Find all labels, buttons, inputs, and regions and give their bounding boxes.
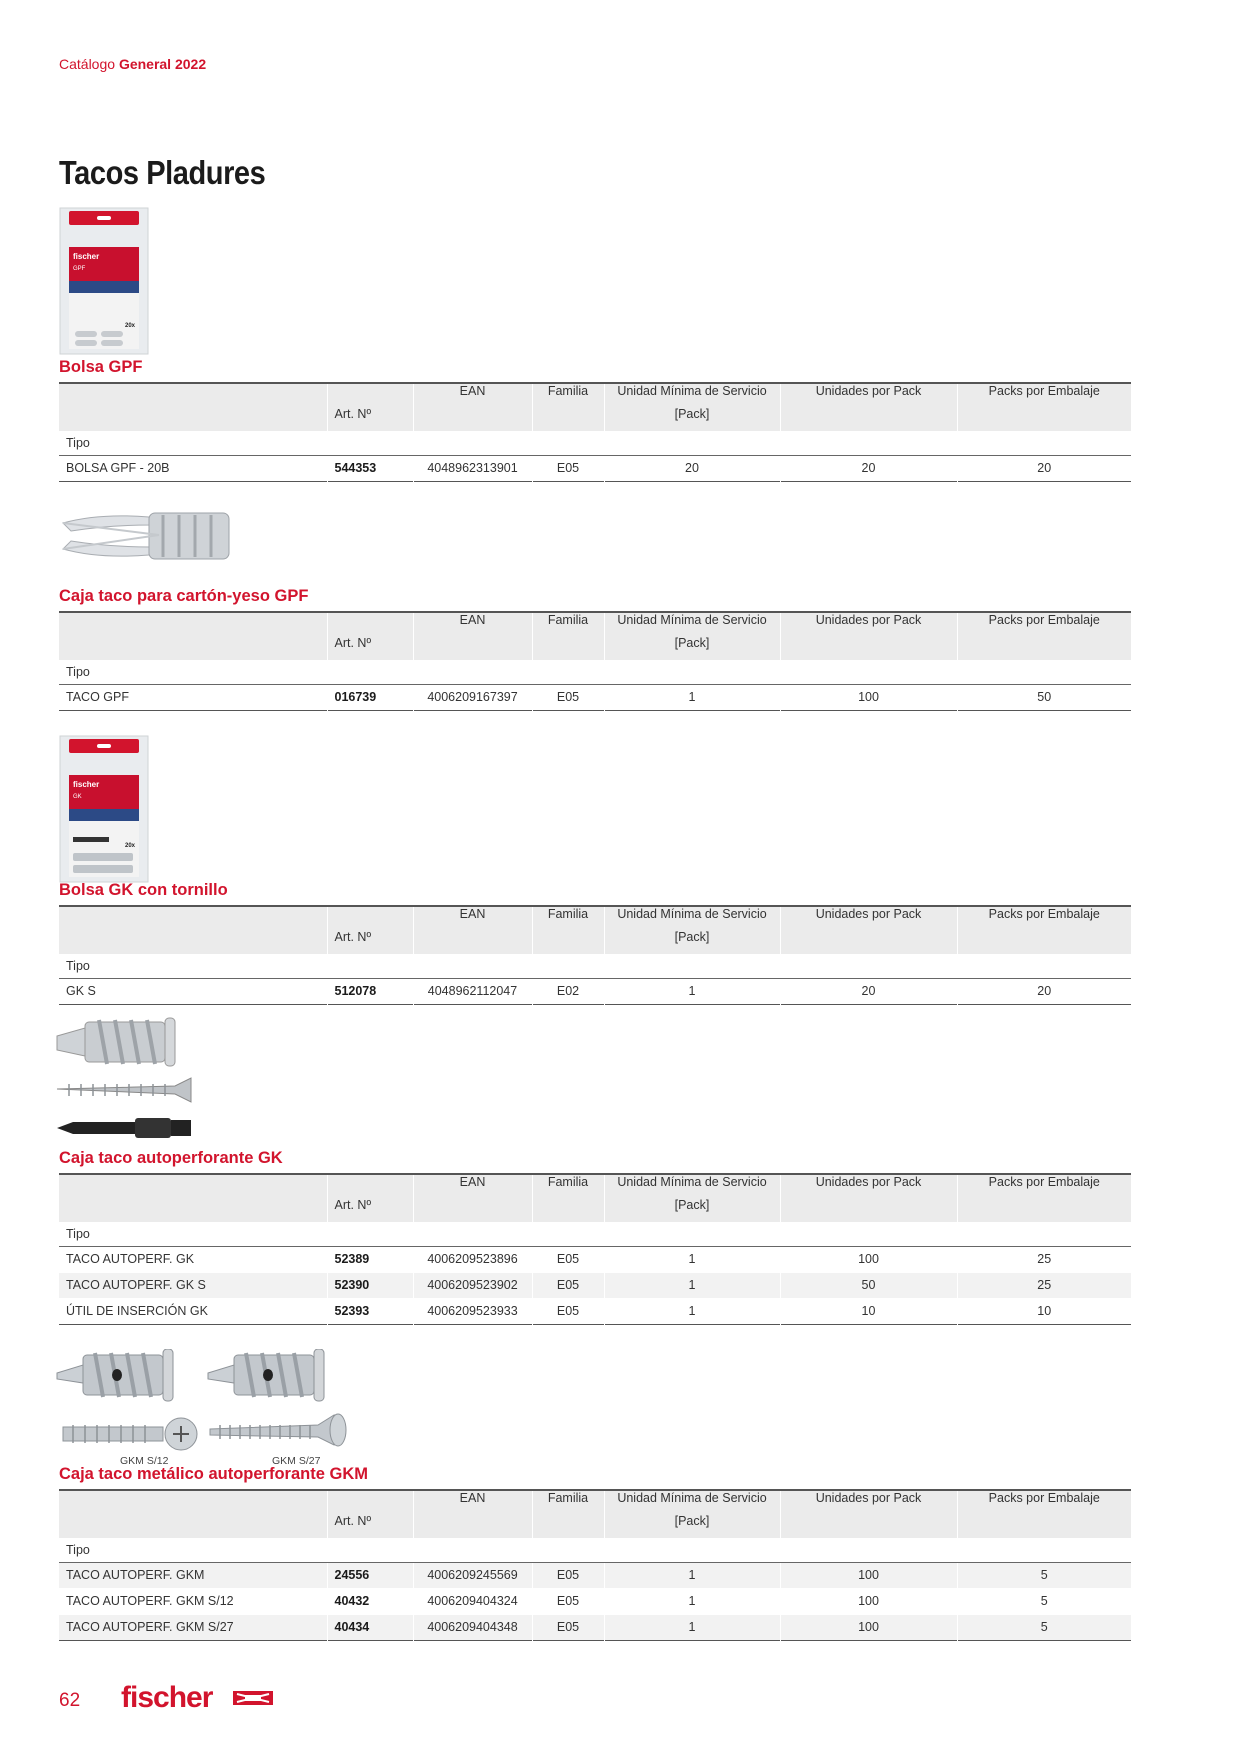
cell-packs-embalaje: 20 (957, 455, 1131, 481)
section-title: Caja taco autoperforante GK (59, 1149, 283, 1167)
gkm-s12-caption: GKM S/12 (120, 1455, 169, 1467)
cell-familia: E05 (532, 1272, 604, 1298)
col-header-unidad-minima: Unidad Mínima de Servicio (604, 1174, 780, 1198)
col-header-ean: EAN (413, 612, 532, 636)
table-row (59, 684, 1131, 710)
spec-table (59, 905, 1131, 1005)
col-header-unidades-pack: Unidades por Pack (780, 612, 957, 636)
cell-unidad: 1 (604, 1272, 780, 1298)
cell-art: 544353 (327, 455, 413, 481)
cell-unidades-pack: 20 (780, 455, 957, 481)
cell-packs-embalaje: 10 (957, 1298, 1131, 1324)
cell-familia: E05 (532, 455, 604, 481)
table-row (59, 978, 1131, 1004)
cell-art: 40434 (327, 1614, 413, 1640)
cell-art: 016739 (327, 684, 413, 710)
col-header-unidades-pack: Unidades por Pack (780, 906, 957, 930)
table-row (59, 1588, 1131, 1614)
table-row (59, 455, 1131, 481)
cell-tipo: TACO AUTOPERF. GKM S/12 (59, 1588, 327, 1614)
cell-ean: 4006209404324 (413, 1588, 532, 1614)
cell-tipo: TACO AUTOPERF. GKM S/27 (59, 1614, 327, 1640)
table-row (59, 1562, 1131, 1588)
spec-table (59, 1173, 1131, 1325)
cell-unidad: 1 (604, 1246, 780, 1272)
gpf-plug-image (59, 505, 239, 567)
table-row (59, 1614, 1131, 1640)
fischer-logo-text: fischer (121, 1681, 213, 1714)
col-header-unidad-minima: Unidad Mínima de Servicio (604, 612, 780, 636)
cell-tipo: TACO GPF (66, 690, 129, 704)
col-header-tipo: Tipo (59, 431, 327, 455)
col-header-ean: EAN (413, 906, 532, 930)
cell-ean: 4006209523902 (413, 1272, 532, 1298)
cell-tipo: BOLSA GPF - 20B (66, 461, 170, 475)
col-header-art: Art. Nº (327, 930, 413, 954)
cell-ean: 4006209245569 (413, 1562, 532, 1588)
col-header-familia: Familia (532, 1490, 604, 1514)
cell-ean: 4048962112047 (413, 978, 532, 1004)
gk-bag-image (59, 735, 149, 883)
col-header-unidad-minima: Unidad Mínima de Servicio (604, 383, 780, 407)
table-row (59, 1272, 1131, 1298)
gpf-bag-brand: fischer (73, 252, 100, 261)
cell-familia: E05 (532, 1562, 604, 1588)
col-header-pack-unit: [Pack] (604, 1514, 780, 1538)
catalog-header-prefix: Catálogo (59, 56, 116, 72)
cell-unidad: 1 (604, 1588, 780, 1614)
gkm-s27-image (206, 1349, 358, 1451)
cell-tipo: TACO AUTOPERF. GKM (59, 1562, 327, 1588)
gk-bag-label: GK (73, 794, 82, 800)
col-header-packs-embalaje: Packs por Embalaje (957, 1174, 1131, 1198)
col-header-pack-unit: [Pack] (604, 636, 780, 660)
gkm-s27-caption: GKM S/27 (272, 1455, 321, 1467)
col-header-packs-embalaje: Packs por Embalaje (957, 1490, 1131, 1514)
page-number: 62 (59, 1690, 81, 1711)
product-section (59, 1463, 1131, 1641)
fischer-logo (121, 1681, 281, 1715)
cell-art: 52390 (327, 1272, 413, 1298)
cell-unidad: 1 (604, 1614, 780, 1640)
cell-unidad: 20 (604, 455, 780, 481)
spec-table (59, 382, 1131, 482)
col-header-ean: EAN (413, 1174, 532, 1198)
cell-packs-embalaje: 5 (957, 1588, 1131, 1614)
gkm-s12-image (55, 1349, 201, 1451)
cell-unidades-pack: 10 (780, 1298, 957, 1324)
cell-unidades-pack: 100 (780, 684, 957, 710)
col-header-familia: Familia (532, 906, 604, 930)
catalog-header-title: General 2022 (118, 56, 207, 72)
cell-unidad: 1 (604, 1562, 780, 1588)
product-section (59, 879, 1131, 1005)
col-header-tipo: Tipo (59, 954, 327, 978)
col-header-art: Art. Nº (327, 1198, 413, 1222)
gk-plug-screw-tool-image (55, 1016, 199, 1142)
spec-table (59, 611, 1131, 711)
col-header-familia: Familia (532, 612, 604, 636)
col-header-unidades-pack: Unidades por Pack (780, 383, 957, 407)
col-header-packs-embalaje: Packs por Embalaje (957, 906, 1131, 930)
gk-bag-brand: fischer (73, 780, 100, 789)
col-header-unidad-minima: Unidad Mínima de Servicio (604, 906, 780, 930)
cell-art: 52389 (327, 1246, 413, 1272)
cell-familia: E05 (532, 1614, 604, 1640)
cell-tipo: ÚTIL DE INSERCIÓN GK (59, 1298, 327, 1324)
cell-art: 52393 (327, 1298, 413, 1324)
col-header-unidades-pack: Unidades por Pack (780, 1490, 957, 1514)
cell-ean: 4048962313901 (413, 455, 532, 481)
cell-ean: 4006209167397 (413, 684, 532, 710)
gpf-bag-label: GPF (73, 266, 86, 272)
product-section (59, 1147, 1131, 1325)
col-header-ean: EAN (413, 1490, 532, 1514)
cell-ean: 4006209404348 (413, 1614, 532, 1640)
col-header-art: Art. Nº (327, 407, 413, 431)
cell-unidad: 1 (604, 684, 780, 710)
product-section (59, 585, 1131, 711)
spec-table (59, 1489, 1131, 1641)
cell-packs-embalaje: 50 (957, 684, 1131, 710)
cell-unidades-pack: 50 (780, 1272, 957, 1298)
cell-unidades-pack: 100 (780, 1588, 957, 1614)
cell-tipo: GK S (66, 984, 96, 998)
cell-familia: E05 (532, 1298, 604, 1324)
col-header-pack-unit: [Pack] (604, 1198, 780, 1222)
col-header-ean: EAN (413, 383, 532, 407)
cell-familia: E02 (532, 978, 604, 1004)
catalog-header (59, 56, 206, 72)
cell-ean: 4006209523896 (413, 1246, 532, 1272)
table-row (59, 1246, 1131, 1272)
section-title: Caja taco metálico autoperforante GKM (59, 1465, 368, 1483)
cell-familia: E05 (532, 1246, 604, 1272)
col-header-tipo: Tipo (59, 1538, 327, 1562)
col-header-packs-embalaje: Packs por Embalaje (957, 612, 1131, 636)
col-header-unidad-minima: Unidad Mínima de Servicio (604, 1490, 780, 1514)
col-header-familia: Familia (532, 383, 604, 407)
table-row (59, 1298, 1131, 1324)
col-header-packs-embalaje: Packs por Embalaje (957, 383, 1131, 407)
page-title: Tacos Pladures (59, 154, 266, 191)
gk-bag-count: 20x (125, 843, 136, 849)
col-header-tipo: Tipo (59, 660, 327, 684)
col-header-art: Art. Nº (327, 636, 413, 660)
cell-unidades-pack: 20 (780, 978, 957, 1004)
cell-tipo: TACO AUTOPERF. GK (66, 1252, 195, 1266)
gpf-bag-image (59, 207, 149, 355)
col-header-art: Art. Nº (327, 1514, 413, 1538)
cell-unidades-pack: 100 (780, 1246, 957, 1272)
col-header-tipo: Tipo (59, 1222, 327, 1246)
col-header-pack-unit: [Pack] (604, 930, 780, 954)
section-title: Bolsa GPF (59, 358, 143, 376)
cell-familia: E05 (532, 1588, 604, 1614)
gpf-bag-count: 20x (125, 323, 136, 329)
cell-art: 24556 (327, 1562, 413, 1588)
col-header-familia: Familia (532, 1174, 604, 1198)
cell-art: 512078 (327, 978, 413, 1004)
cell-packs-embalaje: 20 (957, 978, 1131, 1004)
col-header-unidades-pack: Unidades por Pack (780, 1174, 957, 1198)
cell-familia: E05 (532, 684, 604, 710)
section-title: Caja taco para cartón-yeso GPF (59, 587, 309, 605)
cell-unidades-pack: 100 (780, 1614, 957, 1640)
cell-unidad: 1 (604, 978, 780, 1004)
col-header-pack-unit: [Pack] (604, 407, 780, 431)
cell-ean: 4006209523933 (413, 1298, 532, 1324)
product-section (59, 356, 1131, 482)
cell-unidades-pack: 100 (780, 1562, 957, 1588)
cell-packs-embalaje: 25 (957, 1272, 1131, 1298)
section-title: Bolsa GK con tornillo (59, 881, 228, 899)
cell-packs-embalaje: 25 (957, 1246, 1131, 1272)
cell-tipo: TACO AUTOPERF. GK S (59, 1272, 327, 1298)
cell-packs-embalaje: 5 (957, 1562, 1131, 1588)
cell-art: 40432 (327, 1588, 413, 1614)
cell-unidad: 1 (604, 1298, 780, 1324)
cell-packs-embalaje: 5 (957, 1614, 1131, 1640)
